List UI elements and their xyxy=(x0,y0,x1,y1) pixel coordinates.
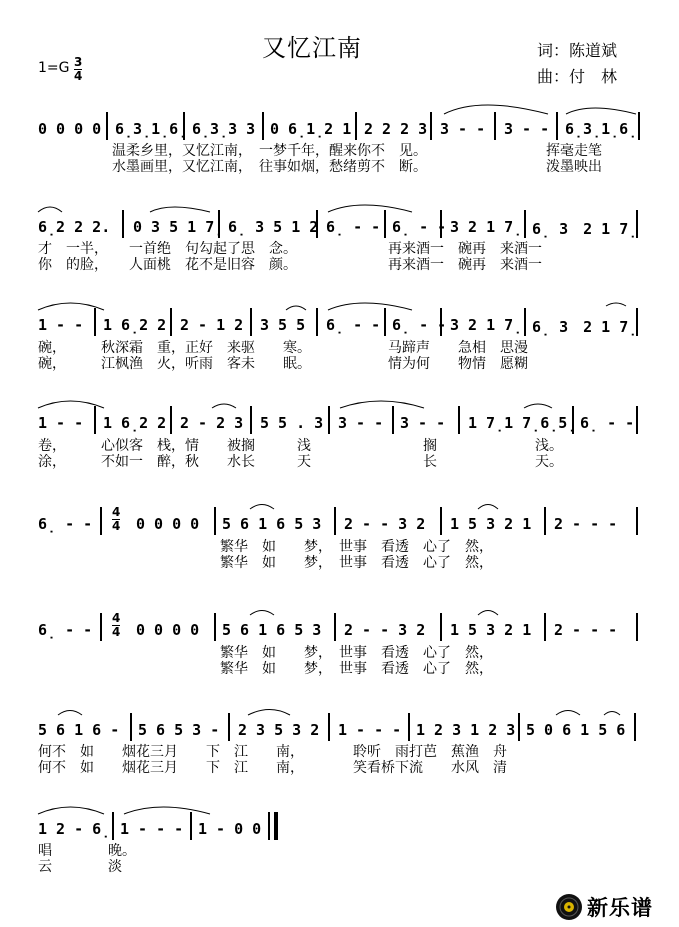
measure: 1 - 0 0 xyxy=(198,820,262,838)
lyrics-verse-1: 温柔乡里，又忆江南， 一梦千年，醒来你不 见。 挥毫走笔 xyxy=(112,143,602,159)
measure: 1 6̣2 2 xyxy=(103,316,167,334)
site-logo xyxy=(555,892,653,922)
measure: 3 2 1 7̣ xyxy=(450,218,523,236)
measure: 0 0 0 0 xyxy=(38,120,102,138)
score-row-3 xyxy=(0,308,679,338)
measure: 6̣ 3 5 1 2 xyxy=(228,218,319,236)
measure: 6̣3̣1̣6̣ xyxy=(115,120,188,138)
lyrics-verse-2: 涂， 不如一 醉，秋 水长 天 长 天。 xyxy=(38,454,563,470)
time-signature-change xyxy=(112,507,120,532)
key-signature: 1=G xyxy=(38,60,70,76)
measure: 1 7̣1 7̣6̣5̣ xyxy=(468,414,577,432)
measure: 0 6̣1̣2 1 xyxy=(270,120,352,138)
measure: 0 0 0 0 xyxy=(136,621,200,639)
measure: 1 5 3 2 1 xyxy=(450,621,532,639)
time-sig-denominator: 4 xyxy=(112,625,121,639)
lyrics-verse-1: 繁华 如 梦， 世事 看透 心了 然， xyxy=(38,645,493,661)
lyrics-verse-2: 水墨画里，又忆江南， 往事如烟，愁绪剪不 断。 泼墨映出 xyxy=(112,159,602,175)
measure: 2 - - 3 2 xyxy=(344,621,426,639)
measure: 2 - - - xyxy=(554,621,618,639)
measure: 5 6 5 3 - xyxy=(138,721,220,739)
measure: 6̣ - - xyxy=(38,515,93,533)
measure: 6̣ - - xyxy=(326,316,381,334)
measure: 2 - - - xyxy=(554,515,618,533)
lyrics-verse-1: 碗， 秋深霜 重，正好 来驱 寒。 马蹄声 急相 思漫 xyxy=(38,340,528,356)
lyrics-verse-2: 碗， 江枫渔 火，听雨 客未 眠。 情为何 物情 愿糊 xyxy=(38,356,528,372)
lyrics-verse-2: 何不 如 烟花三月 下 江 南， 笑看桥下流 水风 清 xyxy=(38,760,507,776)
measure: 3 - - xyxy=(400,414,446,432)
measure: 2 3 5 3 2 xyxy=(238,721,320,739)
measure: 2 2 2 3 xyxy=(364,120,428,138)
measure: 3 - - xyxy=(440,120,486,138)
measure: 5 6 1 6 5 3 xyxy=(222,621,322,639)
measure: 1 - - xyxy=(38,316,84,334)
measure: 6̣2 2 2. xyxy=(38,218,111,236)
measure: 3 - - xyxy=(504,120,550,138)
measure: 6̣ - - xyxy=(392,218,447,236)
song-title: 又忆江南 xyxy=(262,34,362,62)
measure: 3 2 1 7̣ xyxy=(450,316,523,334)
measure: 2 - 2 3 xyxy=(180,414,244,432)
measure: 6̣3̣3 3 xyxy=(192,120,256,138)
measure: 3 - - xyxy=(338,414,384,432)
lyrics-verse-1: 何不 如 烟花三月 下 江 南， 聆听 雨打芭 蕉渔 舟 xyxy=(38,744,507,760)
lyrics-verse-1: 卷， 心似客 栈，情 被搁 浅 搁 浅。 xyxy=(38,438,563,454)
time-sig-denominator: 4 xyxy=(112,519,121,533)
time-sig-denominator: 4 xyxy=(74,69,83,83)
measure: 1 6̣2 2 xyxy=(103,414,167,432)
score-row-4 xyxy=(0,406,679,436)
measure: 0 3 5 1 7̣ xyxy=(133,218,224,236)
measure: 6̣ - - xyxy=(392,316,447,334)
lyrics-verse-2: 云 淡 xyxy=(38,859,122,875)
measure: 6̣ - - xyxy=(326,218,381,236)
measure: 5 6 1 6 5 3 xyxy=(222,515,322,533)
measure: 6̣ - - xyxy=(580,414,635,432)
lyrics-verse-2: 繁华 如 梦， 世事 看透 心了 然， xyxy=(38,555,493,571)
lyrics-verse-1: 繁华 如 梦， 世事 看透 心了 然， xyxy=(38,539,493,555)
measure: 5 6 1 6 - xyxy=(38,721,120,739)
lyrics-verse-2: 繁华 如 梦， 世事 看透 心了 然， xyxy=(38,661,493,677)
measure: 3 5 5 xyxy=(260,316,306,334)
score-row-6 xyxy=(0,613,679,643)
time-sig-numerator: 3 xyxy=(74,55,83,69)
score-row-5 xyxy=(0,507,679,537)
lyrics-verse-1: 才 一半， 一首绝 句勾起了思 念。 再来酒一 碗再 来酒一 xyxy=(38,241,542,257)
time-sig-numerator: 4 xyxy=(112,505,121,519)
measure: 6̣ - - xyxy=(38,621,93,639)
time-sig-numerator: 4 xyxy=(112,611,121,625)
measure: 2 - 1 2 xyxy=(180,316,244,334)
measure: 5 5 . 3 xyxy=(260,414,324,432)
lyrics-verse-1: 唱 晚。 xyxy=(38,843,136,859)
measure: 5 0 6 1 5 6 xyxy=(526,721,626,739)
measure: 0 0 0 0 xyxy=(136,515,200,533)
measure: 1 - - - xyxy=(338,721,402,739)
measure: 1 2 3 1 2 3 xyxy=(416,721,516,739)
measure: 1 5 3 2 1 xyxy=(450,515,532,533)
logo-text: 新乐谱 xyxy=(587,896,653,920)
composer-credit: 曲：付 林 xyxy=(537,67,618,86)
time-signature xyxy=(74,57,82,82)
score-row-2 xyxy=(0,210,679,240)
score-row-1 xyxy=(0,112,679,142)
lyricist-credit: 词：陈道斌 xyxy=(537,41,618,60)
measure: 1 - - xyxy=(38,414,84,432)
measure: 6̣ 3 2 1 7̣ xyxy=(532,318,638,336)
measure: 1 - - - xyxy=(120,820,184,838)
measure: 2 - - 3 2 xyxy=(344,515,426,533)
measure: 6̣ 3 2 1 7̣ xyxy=(532,220,638,238)
lyrics-verse-2: 你 的脸， 人面桃 花不是旧容 颜。 再来酒一 碗再 来酒一 xyxy=(38,257,542,273)
score-row-7 xyxy=(0,713,679,743)
vinyl-record-icon xyxy=(555,893,583,921)
score-row-8 xyxy=(0,812,679,842)
measure: 6̣3̣1̣6̣ xyxy=(565,120,638,138)
time-signature-change xyxy=(112,613,120,638)
measure: 1 2 - 6̣ xyxy=(38,820,111,838)
